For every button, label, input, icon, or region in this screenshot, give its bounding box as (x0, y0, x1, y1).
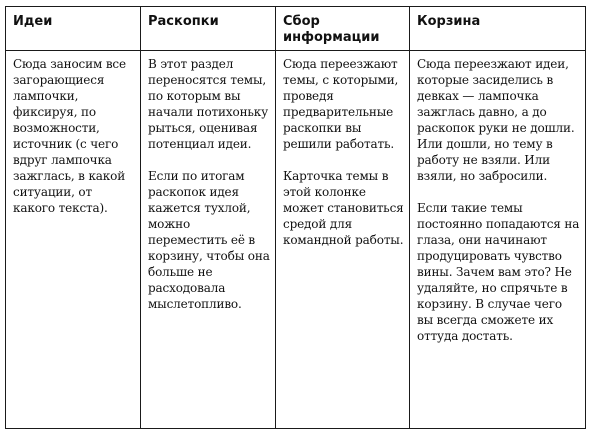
cell-paragraph: Сюда переезжают темы, с которыми, проведя предварительные раскопки вы решили работать. (283, 57, 399, 151)
header-digging: Раскопки (141, 7, 276, 51)
cell-paragraph: Карточка темы в этой колонке может становиться средой для командной работы. (283, 169, 404, 247)
cell-paragraph: Сюда переезжают идеи, которые засиделись в девках — лампочка зажглась давно, а до раскопок руки не дошли. Или дошли, но тему в работу не взяли. Или взяли, но забросили. (417, 57, 575, 183)
cell-paragraph: Сюда заносим все загорающиеся лампочки, фиксируя, по возможности, источник (с чего вдруг лампочка зажглась, в какой ситуации, от какого текста). (13, 57, 126, 215)
header-trash: Корзина (410, 7, 586, 51)
header-row (6, 7, 586, 51)
content-row (6, 51, 586, 429)
cell-paragraph: В этот раздел переносятся темы, по которым вы начали потихоньку рыться, оценивая потенциал идеи. (148, 57, 269, 151)
header-info-gathering: Сбор информации (276, 7, 410, 51)
cell-paragraph: Если по итогам раскопок идея кажется тухлой, можно переместить её в корзину, чтобы она больше не расходовала мыслетопливо. (148, 169, 270, 311)
kanban-table (5, 6, 586, 429)
header-ideas: Идеи (6, 7, 141, 51)
cell-trash (410, 51, 586, 429)
cell-ideas (6, 51, 141, 429)
cell-info-gathering (276, 51, 410, 429)
cell-digging (141, 51, 276, 429)
cell-paragraph: Если такие темы постоянно попадаются на глаза, они начинают продуцировать чувство вины. Зачем вам это? Не удаляйте, но спрячьте в корзину. В случае чего вы всегда сможете их оттуда достать. (417, 201, 580, 343)
